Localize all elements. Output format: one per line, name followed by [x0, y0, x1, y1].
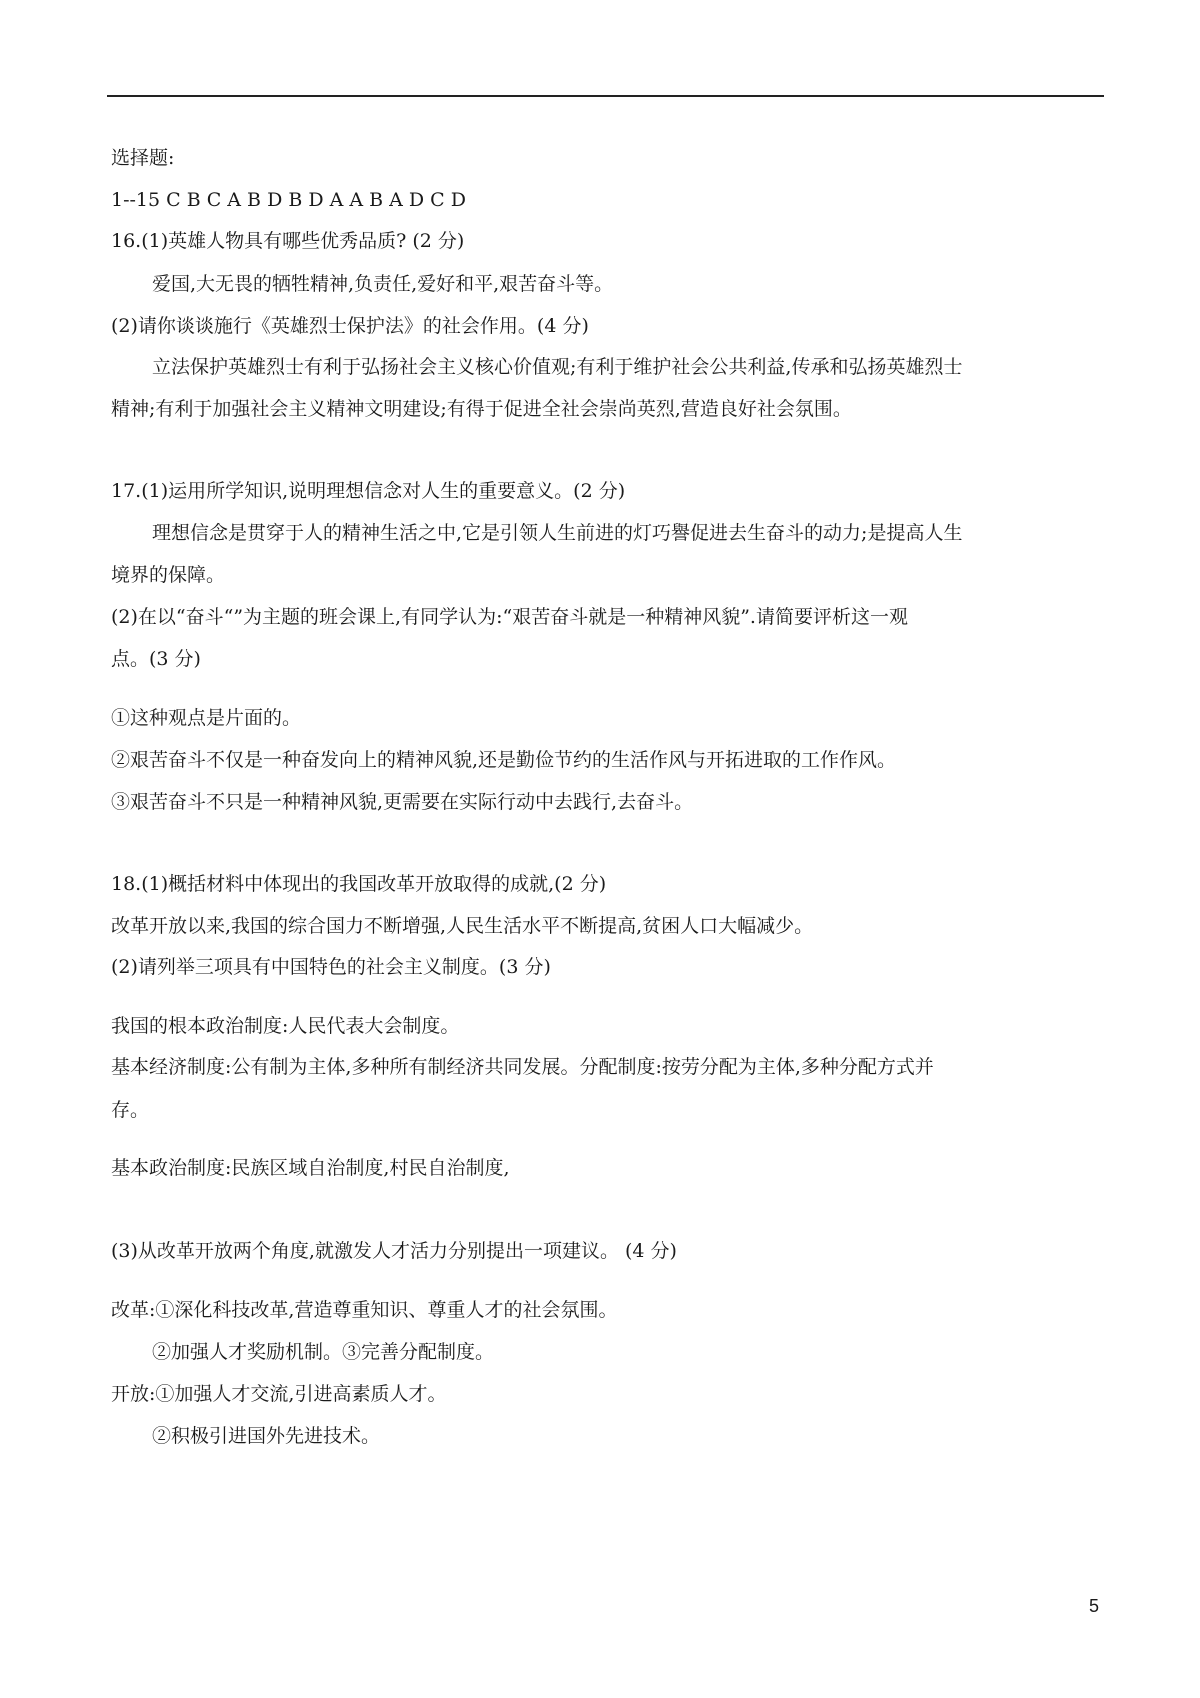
- q17-part2-answer-3: ③艰苦奋斗不只是一种精神风貌,更需要在实际行动中去践行,去奋斗。: [111, 791, 694, 813]
- q16-part2-answer-line2: 精神;有利于加强社会主义精神文明建设;有得于促进全社会崇尚英烈,营造良好社会氛围。: [111, 398, 852, 420]
- q17-part1-question: 17.(1)运用所学知识,说明理想信念对人生的重要意义。(2 分): [111, 480, 626, 502]
- q18-part1-question: 18.(1)概括材料中体现出的我国改革开放取得的成就,(2 分): [111, 873, 607, 895]
- q18-part1-answer: 改革开放以来,我国的综合国力不断增强,人民生活水平不断提高,贫困人口大幅减少。: [111, 915, 814, 937]
- page-number: 5: [1089, 1596, 1100, 1616]
- q18-part2-answer-2: 基本经济制度:公有制为主体,多种所有制经济共同发展。分配制度:按劳分配为主体,多种分配方式并: [111, 1056, 934, 1078]
- q17-part2-question-line1: (2)在以“奋斗“”为主题的班会课上,有同学认为:“艰苦奋斗就是一种精神风貌”.请简要评析这一观: [111, 606, 908, 628]
- q18-part3-answer-1: 改革:①深化科技改革,营造尊重知识、尊重人才的社会氛围。: [111, 1299, 618, 1321]
- q18-part3-question: (3)从改革开放两个角度,就激发人才活力分别提出一项建议。 (4 分): [111, 1240, 677, 1262]
- q18-part3-answer-3: 开放:①加强人才交流,引进高素质人才。: [111, 1383, 447, 1405]
- q17-part2-answer-1: ①这种观点是片面的。: [111, 707, 302, 729]
- q17-part2-question-line2: 点。(3 分): [111, 648, 201, 670]
- q17-part1-answer-line2: 境界的保障。: [111, 564, 226, 586]
- q17-part2-answer-2: ②艰苦奋斗不仅是一种奋发向上的精神风貌,还是勤俭节约的生活作风与开拓进取的工作作风。: [111, 749, 897, 771]
- q18-part2-answer-1: 我国的根本政治制度:人民代表大会制度。: [111, 1015, 460, 1037]
- q18-part2-question: (2)请列举三项具有中国特色的社会主义制度。(3 分): [111, 956, 551, 978]
- mc-answers: 1--15 C B C A B D B D A A B A D C D: [111, 189, 466, 211]
- q18-part3-answer-4: ②积极引进国外先进技术。: [152, 1425, 381, 1447]
- q16-part1-answer: 爱国,大无畏的牺牲精神,负责任,爱好和平,艰苦奋斗等。: [152, 273, 614, 295]
- q17-part1-answer-line1: 理想信念是贯穿于人的精神生活之中,它是引领人生前进的灯巧譽促进去生奋斗的动力;是提高人生: [152, 522, 963, 544]
- q18-part2-answer-3: 存。: [111, 1099, 150, 1121]
- mc-title: 选择题:: [111, 147, 175, 169]
- q18-part2-answer-4: 基本政治制度:民族区域自治制度,村民自治制度,: [111, 1157, 510, 1179]
- q16-part2-question: (2)请你谈谈施行《英雄烈士保护法》的社会作用。(4 分): [111, 315, 589, 337]
- q16-part1-question: 16.(1)英雄人物具有哪些优秀品质? (2 分): [111, 230, 465, 252]
- q16-part2-answer-line1: 立法保护英雄烈士有利于弘扬社会主义核心价值观;有利于维护社会公共利益,传承和弘扬英雄烈士: [152, 356, 963, 378]
- q18-part3-answer-2: ②加强人才奖励机制。③完善分配制度。: [152, 1341, 495, 1363]
- header-rule: [107, 95, 1104, 97]
